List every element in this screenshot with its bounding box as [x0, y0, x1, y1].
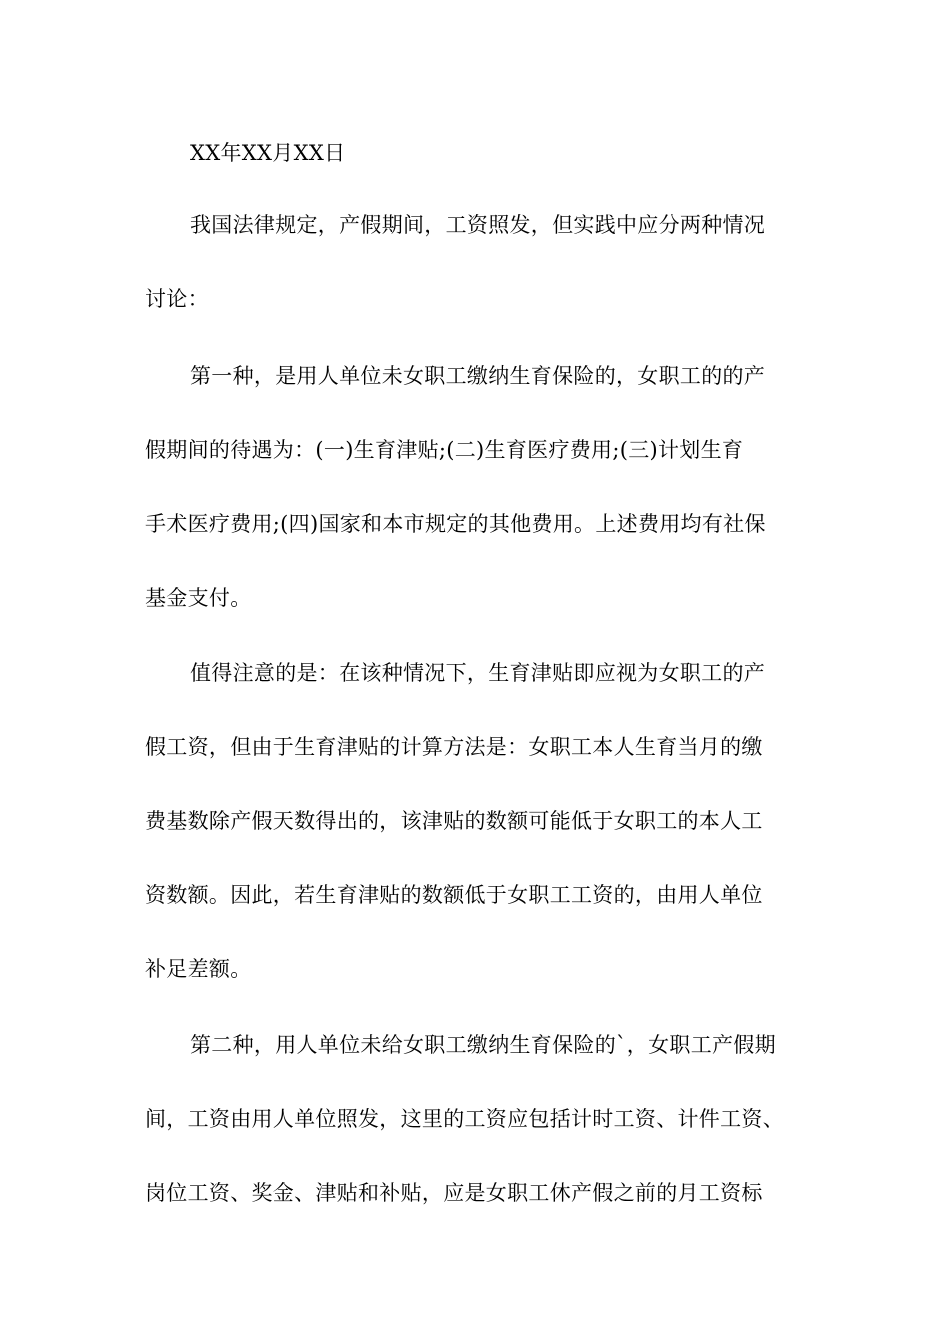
paragraph-line: 第二种，用人单位未给女职工缴纳生育保险的`，女职工产假期: [190, 1033, 776, 1057]
paragraph-line: 我国法律规定，产假期间，工资照发，但实践中应分两种情况: [190, 213, 766, 237]
paragraph-line: 手术医疗费用;(四)国家和本市规定的其他费用。上述费用均有社保: [145, 512, 766, 536]
paragraph-line: 假工资，但由于生育津贴的计算方法是：女职工本人生育当月的缴: [145, 735, 763, 759]
paragraph-line: 值得注意的是：在该种情况下，生育津贴即应视为女职工的产: [190, 661, 766, 685]
paragraph-line: 基金支付。: [145, 586, 252, 610]
paragraph-line: 费基数除产假天数得出的，该津贴的数额可能低于女职工的本人工: [145, 809, 763, 833]
paragraph-line: 资数额。因此，若生育津贴的数额低于女职工工资的，由用人单位: [145, 883, 763, 907]
paragraph-line: 间，工资由用人单位照发，这里的工资应包括计时工资、计件工资、: [145, 1107, 784, 1131]
paragraph-line: 岗位工资、奖金、津贴和补贴，应是女职工休产假之前的月工资标: [145, 1181, 763, 1205]
paragraph-line: 第一种，是用人单位未女职工缴纳生育保险的，女职工的的产: [190, 364, 766, 388]
paragraph-line: 讨论：: [145, 287, 209, 311]
paragraph-line: 补足差额。: [145, 957, 252, 981]
document-date: XX年XX月XX日: [190, 141, 346, 165]
paragraph-line: 假期间的待遇为：(一)生育津贴;(二)生育医疗费用;(三)计划生育: [145, 438, 744, 462]
